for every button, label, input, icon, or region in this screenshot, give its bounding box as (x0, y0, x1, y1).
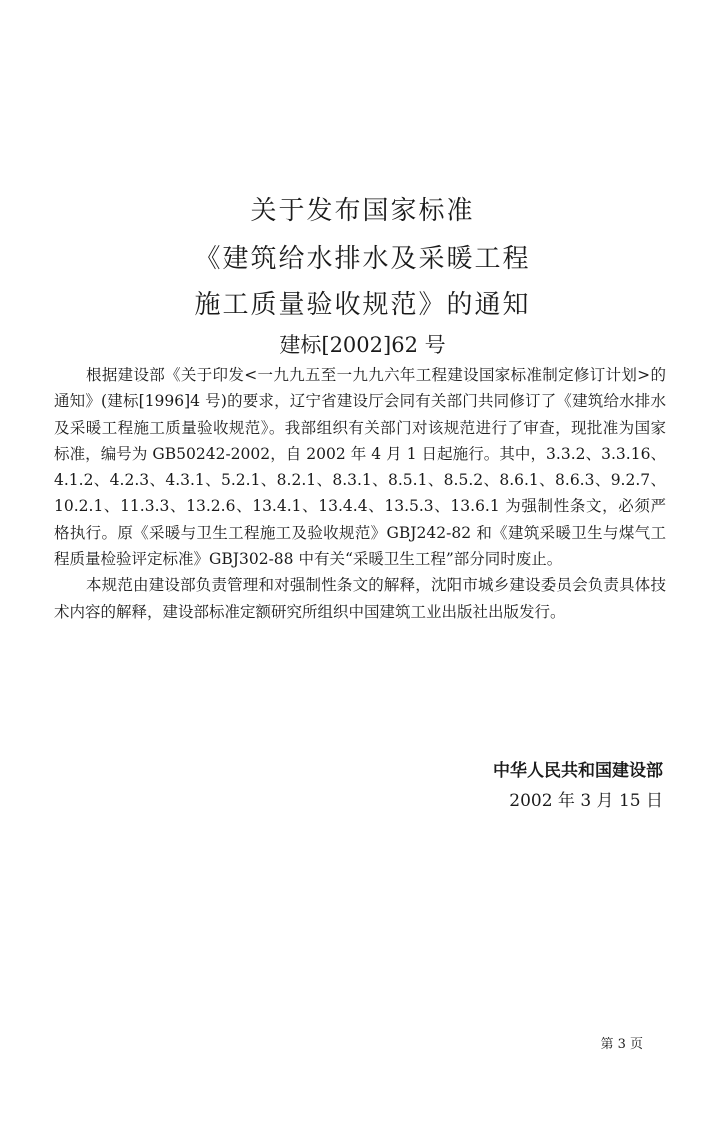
issue-date: 2002 年 3 月 15 日 (509, 791, 663, 811)
notice-title-line-2: 《建筑给水排水及采暖工程 (194, 244, 531, 274)
issuing-authority: 中华人民共和国建设部 (493, 761, 663, 781)
notice-title-block (0, 192, 717, 360)
notice-title-line-3: 施工质量验收规范》的通知 (194, 290, 531, 320)
notice-title-line-1: 关于发布国家标准 (250, 196, 475, 226)
notice-body (54, 362, 666, 625)
body-paragraph-2: 本规范由建设部负责管理和对强制性条文的解释，沈阳市城乡建设委员会负责具体技术内容的解释，建设部标准定额研究所组织中国建筑工业出版社出版发行。 (54, 576, 666, 621)
body-paragraph-1: 根据建设部《关于印发<一九九五至一九九六年工程建设国家标准制定修订计划>的通知》(建标[1996]4 号)的要求，辽宁省建设厅会同有关部门共同修订了《建筑给水排水及采暖工程施工质量验收规范》。我部组织有关部门对该规范进行了审查，现批准为国家标准，编号为 GB50242-2002，自 2002 年 4 月 1 日起施行。其中，3.3.2、3.3.16、4.1.2、4.2.3、4.3.1、5.2.1、8.2.1、8.3.1、8.5.1、8.5.2、8.6.1、8.6.3、9.2.7、10.2.1、11.3.3、13.2.6、13.4.1、13.4.4、13.5.3、13.6.1 为强制性条文，必须严格执行。原《采暖与卫生工程施工及验收规范》GBJ242-82 和《建筑采暖卫生与煤气工程质量检验评定标准》GBJ302-88 中有关“采暖卫生工程”部分同时废止。 (54, 366, 666, 569)
signature-block (493, 757, 663, 815)
page-number: 第 3 页 (600, 1037, 643, 1052)
document-number: 建标[2002]62 号 (279, 333, 446, 357)
